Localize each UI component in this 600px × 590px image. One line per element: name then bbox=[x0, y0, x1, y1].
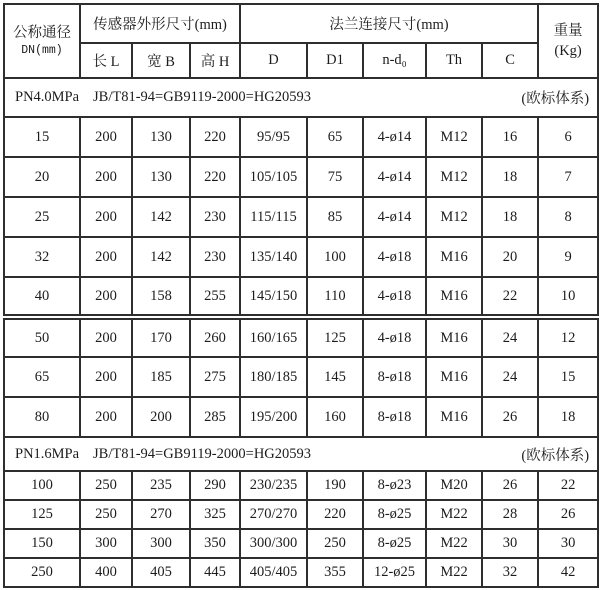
cell-height-H: 255 bbox=[190, 277, 240, 317]
header-cell-Th: Th bbox=[426, 43, 482, 78]
spec-table bbox=[3, 3, 599, 588]
cell-D: 160/165 bbox=[240, 317, 307, 357]
table-row-dn-80 bbox=[4, 397, 598, 437]
cell-n-d0: 4-ø14 bbox=[363, 117, 426, 157]
standard-system-note: (欧标体系) bbox=[521, 91, 590, 107]
cell-height-H: 260 bbox=[190, 317, 240, 357]
cell-weight-kg: 7 bbox=[538, 157, 598, 197]
header-cell-C: C bbox=[482, 43, 538, 78]
cell-Th: M16 bbox=[426, 397, 482, 437]
pressure-class-label: PN4.0MPa bbox=[15, 89, 80, 105]
cell-D: 105/105 bbox=[240, 157, 307, 197]
table-row-dn-20 bbox=[4, 157, 598, 197]
cell-Th: M22 bbox=[426, 558, 482, 587]
cell-D1: 190 bbox=[307, 471, 363, 500]
cell-weight-kg: 26 bbox=[538, 500, 598, 529]
cell-length-L: 200 bbox=[80, 197, 132, 237]
cell-C: 18 bbox=[482, 197, 538, 237]
cell-D: 405/405 bbox=[240, 558, 307, 587]
cell-C: 26 bbox=[482, 471, 538, 500]
pressure-class-label: PN1.6MPa bbox=[15, 445, 80, 462]
cell-D: 180/185 bbox=[240, 357, 307, 397]
cell-D1: 220 bbox=[307, 500, 363, 529]
cell-height-H: 325 bbox=[190, 500, 240, 529]
cell-D1: 100 bbox=[307, 237, 363, 277]
cell-width-B: 270 bbox=[132, 500, 190, 529]
cell-C: 22 bbox=[482, 277, 538, 317]
cell-D1: 355 bbox=[307, 558, 363, 587]
header-cell-height-H: 高 H bbox=[190, 43, 240, 78]
cell-D1: 145 bbox=[307, 357, 363, 397]
cell-D1: 65 bbox=[307, 117, 363, 157]
cell-height-H: 445 bbox=[190, 558, 240, 587]
cell-D: 145/150 bbox=[240, 277, 307, 317]
cell-length-L: 200 bbox=[80, 117, 132, 157]
dn-header-label: 公称通径 bbox=[13, 25, 71, 42]
cell-n-d0: 4-ø18 bbox=[363, 317, 426, 357]
cell-width-B: 185 bbox=[132, 357, 190, 397]
cell-length-L: 400 bbox=[80, 558, 132, 587]
spec-table-head bbox=[4, 4, 598, 78]
cell-height-H: 220 bbox=[190, 117, 240, 157]
cell-dn: 50 bbox=[4, 317, 80, 357]
cell-D: 230/235 bbox=[240, 471, 307, 500]
cell-C: 20 bbox=[482, 237, 538, 277]
cell-length-L: 200 bbox=[80, 277, 132, 317]
header-cell-sensor-group: 传感器外形尺寸(mm) bbox=[80, 4, 240, 43]
cell-n-d0: 4-ø18 bbox=[363, 277, 426, 317]
cell-height-H: 350 bbox=[190, 529, 240, 558]
section-line bbox=[5, 444, 597, 465]
weight-header-label: 重量 bbox=[553, 22, 583, 39]
cell-width-B: 405 bbox=[132, 558, 190, 587]
cell-weight-kg: 30 bbox=[538, 529, 598, 558]
header-cell-weight bbox=[538, 4, 598, 78]
cell-length-L: 200 bbox=[80, 397, 132, 437]
cell-height-H: 220 bbox=[190, 157, 240, 197]
cell-C: 24 bbox=[482, 357, 538, 397]
cell-weight-kg: 18 bbox=[538, 397, 598, 437]
cell-dn: 25 bbox=[4, 197, 80, 237]
cell-D: 135/140 bbox=[240, 237, 307, 277]
cell-D: 300/300 bbox=[240, 529, 307, 558]
cell-width-B: 158 bbox=[132, 277, 190, 317]
cell-height-H: 230 bbox=[190, 237, 240, 277]
cell-n-d0: 8-ø18 bbox=[363, 357, 426, 397]
header-cell-D1: D1 bbox=[307, 43, 363, 78]
cell-Th: M12 bbox=[426, 197, 482, 237]
cell-width-B: 235 bbox=[132, 471, 190, 500]
cell-length-L: 250 bbox=[80, 471, 132, 500]
cell-n-d0: 8-ø25 bbox=[363, 529, 426, 558]
cell-Th: M12 bbox=[426, 157, 482, 197]
cell-D1: 85 bbox=[307, 197, 363, 237]
standard-reference-label: JB/T81-94=GB9119-2000=HG20593 bbox=[93, 445, 312, 462]
section-header-row bbox=[4, 437, 598, 471]
table-row-dn-25 bbox=[4, 197, 598, 237]
cell-height-H: 275 bbox=[190, 357, 240, 397]
table-row-dn-40 bbox=[4, 277, 598, 317]
cell-C: 18 bbox=[482, 157, 538, 197]
cell-length-L: 200 bbox=[80, 157, 132, 197]
cell-Th: M16 bbox=[426, 237, 482, 277]
cell-width-B: 170 bbox=[132, 317, 190, 357]
cell-n-d0: 4-ø14 bbox=[363, 157, 426, 197]
cell-n-d0: 8-ø18 bbox=[363, 397, 426, 437]
section-line bbox=[5, 87, 597, 108]
cell-dn: 40 bbox=[4, 277, 80, 317]
standard-system-note: (欧标体系) bbox=[521, 447, 590, 464]
cell-length-L: 200 bbox=[80, 317, 132, 357]
header-cell-flange-group: 法兰连接尺寸(mm) bbox=[240, 4, 538, 43]
cell-Th: M16 bbox=[426, 357, 482, 397]
cell-weight-kg: 6 bbox=[538, 117, 598, 157]
cell-dn: 80 bbox=[4, 397, 80, 437]
table-row-dn-15 bbox=[4, 117, 598, 157]
table-row-dn-125 bbox=[4, 500, 598, 529]
cell-dn: 32 bbox=[4, 237, 80, 277]
table-row-dn-150 bbox=[4, 529, 598, 558]
cell-C: 26 bbox=[482, 397, 538, 437]
header-cell-D: D bbox=[240, 43, 307, 78]
cell-C: 28 bbox=[482, 500, 538, 529]
cell-length-L: 200 bbox=[80, 237, 132, 277]
cell-dn: 125 bbox=[4, 500, 80, 529]
cell-n-d0: 4-ø18 bbox=[363, 237, 426, 277]
cell-length-L: 250 bbox=[80, 500, 132, 529]
cell-width-B: 142 bbox=[132, 237, 190, 277]
cell-D1: 250 bbox=[307, 529, 363, 558]
cell-height-H: 285 bbox=[190, 397, 240, 437]
section-header-cell bbox=[4, 437, 598, 471]
cell-D1: 110 bbox=[307, 277, 363, 317]
cell-Th: M16 bbox=[426, 277, 482, 317]
cell-D: 95/95 bbox=[240, 117, 307, 157]
cell-dn: 150 bbox=[4, 529, 80, 558]
weight-header-unit: (Kg) bbox=[554, 43, 582, 60]
cell-weight-kg: 12 bbox=[538, 317, 598, 357]
header-row-groups bbox=[4, 4, 598, 43]
table-row-dn-250 bbox=[4, 558, 598, 587]
cell-width-B: 142 bbox=[132, 197, 190, 237]
spec-table-body bbox=[4, 78, 598, 587]
standard-reference-label: JB/T81-94=GB9119-2000=HG20593 bbox=[93, 89, 312, 105]
cell-D: 270/270 bbox=[240, 500, 307, 529]
cell-weight-kg: 22 bbox=[538, 471, 598, 500]
table-row-dn-100 bbox=[4, 471, 598, 500]
cell-Th: M22 bbox=[426, 500, 482, 529]
cell-D1: 160 bbox=[307, 397, 363, 437]
cell-Th: M20 bbox=[426, 471, 482, 500]
cell-width-B: 130 bbox=[132, 157, 190, 197]
cell-D: 195/200 bbox=[240, 397, 307, 437]
cell-Th: M12 bbox=[426, 117, 482, 157]
cell-weight-kg: 10 bbox=[538, 277, 598, 317]
table-row-dn-32 bbox=[4, 237, 598, 277]
table-row-dn-65 bbox=[4, 357, 598, 397]
cell-C: 32 bbox=[482, 558, 538, 587]
cell-C: 24 bbox=[482, 317, 538, 357]
cell-dn: 20 bbox=[4, 157, 80, 197]
cell-height-H: 290 bbox=[190, 471, 240, 500]
cell-height-H: 230 bbox=[190, 197, 240, 237]
cell-n-d0: 8-ø23 bbox=[363, 471, 426, 500]
header-cell-n-d0: n-d₀ bbox=[363, 43, 426, 78]
cell-length-L: 300 bbox=[80, 529, 132, 558]
cell-Th: M16 bbox=[426, 317, 482, 357]
section-header-row bbox=[4, 78, 598, 117]
cell-n-d0: 8-ø25 bbox=[363, 500, 426, 529]
dn-header-unit: DN(mm) bbox=[21, 44, 63, 58]
cell-D: 115/115 bbox=[240, 197, 307, 237]
cell-D1: 125 bbox=[307, 317, 363, 357]
cell-dn: 65 bbox=[4, 357, 80, 397]
cell-width-B: 130 bbox=[132, 117, 190, 157]
cell-weight-kg: 15 bbox=[538, 357, 598, 397]
cell-dn: 15 bbox=[4, 117, 80, 157]
cell-D1: 75 bbox=[307, 157, 363, 197]
cell-length-L: 200 bbox=[80, 357, 132, 397]
cell-Th: M22 bbox=[426, 529, 482, 558]
table-row-dn-50 bbox=[4, 317, 598, 357]
cell-width-B: 200 bbox=[132, 397, 190, 437]
cell-dn: 250 bbox=[4, 558, 80, 587]
header-row-subcolumns bbox=[4, 43, 598, 78]
section-header-cell bbox=[4, 78, 598, 117]
cell-width-B: 300 bbox=[132, 529, 190, 558]
header-cell-dn bbox=[4, 4, 80, 78]
cell-n-d0: 12-ø25 bbox=[363, 558, 426, 587]
cell-weight-kg: 8 bbox=[538, 197, 598, 237]
header-cell-length-L: 长 L bbox=[80, 43, 132, 78]
cell-dn: 100 bbox=[4, 471, 80, 500]
cell-weight-kg: 42 bbox=[538, 558, 598, 587]
cell-C: 16 bbox=[482, 117, 538, 157]
header-cell-width-B: 宽 B bbox=[132, 43, 190, 78]
cell-n-d0: 4-ø14 bbox=[363, 197, 426, 237]
cell-weight-kg: 9 bbox=[538, 237, 598, 277]
cell-C: 30 bbox=[482, 529, 538, 558]
